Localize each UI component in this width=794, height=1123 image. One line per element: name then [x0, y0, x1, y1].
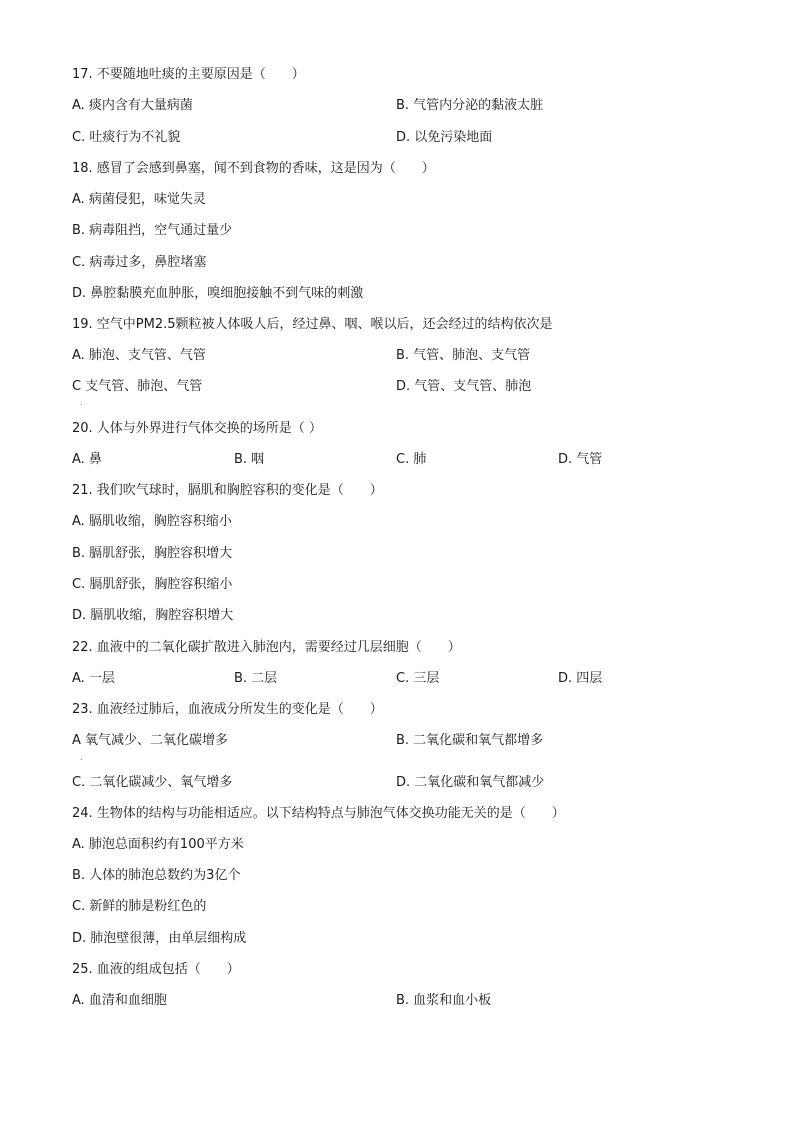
question-17-option-d: D. 以免污染地面	[396, 130, 493, 145]
question-23-option-a: A 氧气减少、二氧化碳增多	[72, 733, 229, 748]
question-17-stem: 17. 不要随地吐痰的主要原因是（ ）	[72, 67, 305, 82]
question-21-option-a: A. 膈肌收缩，胸腔容积缩小	[72, 514, 232, 529]
question-19-option-c: C 支气管、肺泡、气管	[72, 379, 203, 394]
question-23-option-d: D. 二氧化碳和氧气都减少	[396, 775, 545, 790]
stray-dot-mark: .	[80, 398, 83, 407]
question-22-option-d: D. 四层	[558, 671, 603, 686]
question-23-option-c: C. 二氧化碳减少、氧气增多	[72, 775, 233, 790]
question-17-option-c: C. 吐痰行为不礼貌	[72, 130, 181, 145]
question-18-option-a: A. 病菌侵犯，味觉失灵	[72, 192, 206, 207]
question-22-stem: 22. 血液中的二氧化碳扩散进入肺泡内，需要经过几层细胞（ ）	[72, 640, 461, 655]
question-24-option-d: D. 肺泡壁很薄，由单层细构成	[72, 931, 247, 946]
question-20-option-a: A. 鼻	[72, 452, 102, 467]
question-18-stem: 18. 感冒了会感到鼻塞，闻不到食物的香味，这是因为（ ）	[72, 161, 435, 176]
question-23-stem: 23. 血液经过肺后，血液成分所发生的变化是（ ）	[72, 702, 383, 717]
question-19-stem: 19. 空气中PM2.5颗粒被人体吸人后，经过鼻、咽、喉以后，还会经过的结构依次是	[72, 317, 553, 332]
question-22-option-b: B. 二层	[234, 671, 278, 686]
question-25-option-b: B. 血浆和血小板	[396, 993, 492, 1008]
question-20-stem: 20. 人体与外界进行气体交换的场所是（ ）	[72, 421, 322, 436]
question-19-option-a: A. 肺泡、支气管、气管	[72, 348, 206, 363]
question-20-option-b: B. 咽	[234, 452, 265, 467]
question-23-option-b: B. 二氧化碳和氧气都增多	[396, 733, 544, 748]
question-22-option-c: C. 三层	[396, 671, 440, 686]
stray-dot-mark: .	[80, 753, 83, 762]
question-21-stem: 21. 我们吹气球时，膈肌和胸腔容积的变化是（ ）	[72, 483, 383, 498]
question-20-option-d: D. 气管	[558, 452, 603, 467]
question-25-stem: 25. 血液的组成包括（ ）	[72, 962, 240, 977]
question-17-option-a: A. 痰内含有大量病菌	[72, 98, 193, 113]
question-21-option-d: D. 膈肌收缩，胸腔容积增大	[72, 608, 234, 623]
question-24-option-b: B. 人体的肺泡总数约为3亿个	[72, 868, 241, 883]
question-24-option-a: A. 肺泡总面积约有100平方米	[72, 837, 244, 852]
question-24-stem: 24. 生物体的结构与功能相适应。以下结构特点与肺泡气体交换功能无关的是（ ）	[72, 806, 565, 821]
question-24-option-c: C. 新鲜的肺是粉红色的	[72, 899, 207, 914]
question-22-option-a: A. 一层	[72, 671, 115, 686]
question-18-option-d: D. 鼻腔黏膜充血肿胀，嗅细胞接触不到气味的刺激	[72, 286, 364, 301]
question-17-option-b: B. 气管内分泌的黏液太脏	[396, 98, 544, 113]
question-18-option-c: C. 病毒过多，鼻腔堵塞	[72, 255, 207, 270]
question-18-option-b: B. 病毒阻挡，空气通过量少	[72, 223, 233, 238]
question-19-option-d: D. 气管、支气管、肺泡	[396, 379, 532, 394]
question-19-option-b: B. 气管、肺泡、支气管	[396, 348, 531, 363]
question-25-option-a: A. 血清和血细胞	[72, 993, 167, 1008]
question-21-option-b: B. 膈肌舒张，胸腔容积增大	[72, 546, 233, 561]
question-20-option-c: C. 肺	[396, 452, 427, 467]
question-21-option-c: C. 膈肌舒张，胸腔容积缩小	[72, 577, 233, 592]
